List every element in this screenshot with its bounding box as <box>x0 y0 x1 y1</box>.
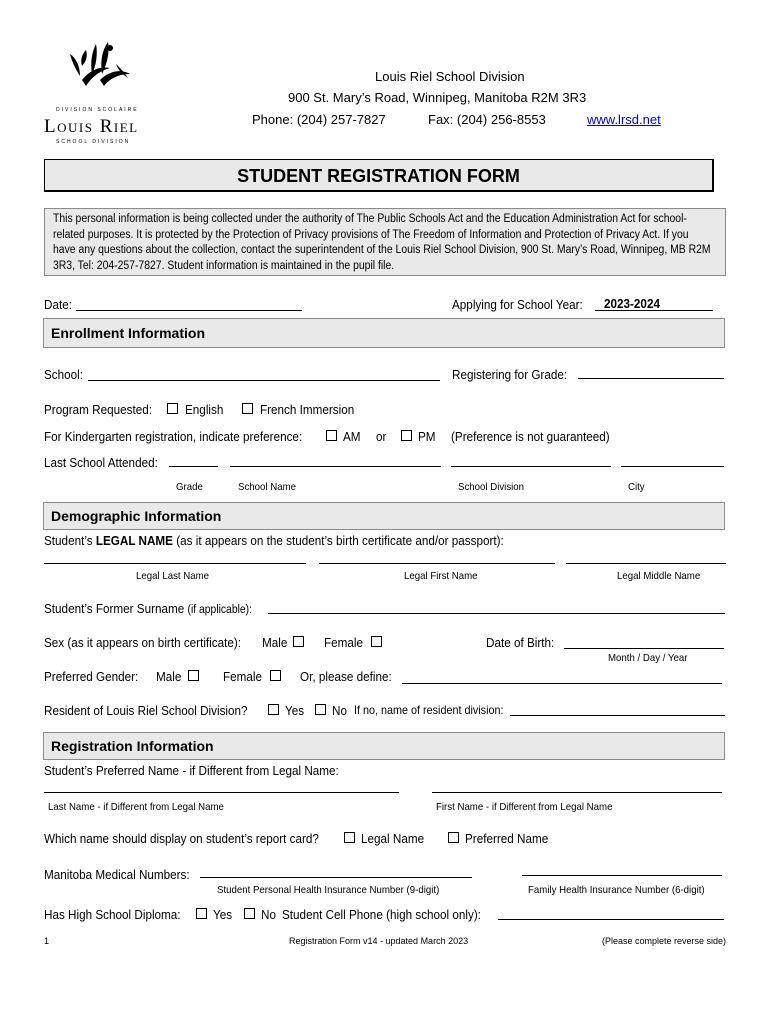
school-year-value: 2023-2024 <box>604 296 660 311</box>
grade-label: Registering for Grade: <box>452 367 568 382</box>
gender-female-checkbox[interactable] <box>270 670 281 681</box>
form-version: Registration Form v14 - updated March 2023 <box>289 936 469 946</box>
sex-male-label: Male <box>262 635 288 650</box>
enrollment-heading: Enrollment Information <box>51 325 205 341</box>
legal-last-name-caption: Legal Last Name <box>136 570 210 582</box>
page-number: 1 <box>44 936 50 946</box>
resident-yes-label: Yes <box>285 703 305 718</box>
resident-yes-checkbox[interactable] <box>268 704 279 715</box>
demographic-header <box>43 502 725 530</box>
last-grade-field[interactable] <box>169 466 218 467</box>
enrollment-header <box>43 318 725 348</box>
cell-phone-label: Student Cell Phone (high school only): <box>282 907 482 922</box>
pm-label: PM <box>418 429 436 444</box>
preferred-first-name-field[interactable] <box>432 792 722 793</box>
resident-division-field[interactable] <box>510 715 725 716</box>
privacy-notice-box <box>44 208 726 276</box>
former-surname-field[interactable] <box>268 613 725 614</box>
header-phone: Phone: (204) 257-7827 <box>252 112 386 127</box>
registration-header <box>43 732 725 760</box>
last-school-division-field[interactable] <box>451 466 611 467</box>
col-grade-label: Grade <box>176 481 203 493</box>
legal-name-label: Student’s LEGAL NAME (as it appears on the student’s birth certificate and/or passport): <box>44 533 504 548</box>
header-address: 900 St. Mary’s Road, Winnipeg, Manitoba R2M 3R3 <box>288 90 587 105</box>
legal-middle-name-field[interactable] <box>566 563 726 564</box>
sex-female-checkbox[interactable] <box>371 636 382 647</box>
school-year-label: Applying for School Year: <box>452 297 583 312</box>
report-preferred-name-label: Preferred Name <box>465 831 549 846</box>
last-school-name-field[interactable] <box>230 466 441 467</box>
diploma-no-checkbox[interactable] <box>244 908 255 919</box>
resident-label: Resident of Louis Riel School Division? <box>44 703 248 718</box>
reverse-side-note: (Please complete reverse side) <box>602 936 727 946</box>
kindergarten-label: For Kindergarten registration, indicate preference: <box>44 429 303 444</box>
dob-field[interactable] <box>564 648 724 649</box>
english-checkbox[interactable] <box>167 403 178 414</box>
gender-male-label: Male <box>156 669 182 684</box>
dob-format: Month / Day / Year <box>608 652 688 664</box>
sex-label: Sex (as it appears on birth certificate): <box>44 635 242 650</box>
sex-female-label: Female <box>324 635 364 650</box>
school-label: School: <box>44 367 84 382</box>
french-immersion-label: French Immersion <box>260 402 355 417</box>
former-surname-label: Student’s Former Surname (if applicable): <box>44 601 252 616</box>
diploma-yes-checkbox[interactable] <box>196 908 207 919</box>
col-school-division-label: School Division <box>458 481 525 493</box>
resident-if-no-label: If no, name of resident division: <box>354 703 504 717</box>
personal-health-field[interactable] <box>200 877 472 878</box>
header-org: Louis Riel School Division <box>375 69 525 84</box>
pm-checkbox[interactable] <box>401 430 412 441</box>
registration-heading: Registration Information <box>51 738 214 754</box>
gender-label: Preferred Gender: <box>44 669 139 684</box>
french-immersion-checkbox[interactable] <box>242 403 253 414</box>
gender-define-field[interactable] <box>402 683 722 684</box>
legal-first-name-caption: Legal First Name <box>404 570 478 582</box>
logo-top-text: DIVISION SCOLAIRE <box>56 107 139 113</box>
gender-male-checkbox[interactable] <box>188 670 199 681</box>
demographic-heading: Demographic Information <box>51 508 222 524</box>
website-link[interactable]: www.lrsd.net <box>587 112 661 127</box>
privacy-notice: This personal information is being collected under the authority of The Public Schools Act and the Education Administration Act for school-related purposes. It is protected by the Protection of Privacy provisions of The Freedom of Information and Protection of Privacy Act. If you have any questions about the collection, contact the superintendent of the Louis Riel School Division, 900 St. Mary’s Road, Winnipeg, MB R2M 3R3, Tel: 204-257-7827. Student information is maintained in the pupil file. <box>53 213 711 272</box>
col-city-label: City <box>628 481 645 493</box>
diploma-yes-label: Yes <box>213 907 233 922</box>
logo <box>42 40 160 148</box>
legal-name-emphasis: LEGAL NAME <box>95 533 173 548</box>
gender-female-label: Female <box>223 669 263 684</box>
legal-last-name-field[interactable] <box>44 563 306 564</box>
preferred-last-name-caption: Last Name - if Different from Legal Name <box>48 801 224 813</box>
last-school-label: Last School Attended: <box>44 455 158 470</box>
program-label: Program Requested: <box>44 402 152 417</box>
header-fax: Fax: (204) 256-8553 <box>428 112 546 127</box>
preferred-last-name-field[interactable] <box>44 792 399 793</box>
col-school-name-label: School Name <box>238 481 296 493</box>
am-label: AM <box>343 429 361 444</box>
logo-name: Louis Riel <box>44 116 139 137</box>
cell-phone-field[interactable] <box>498 919 724 920</box>
english-label: English <box>185 402 224 417</box>
report-card-label: Which name should display on student’s report card? <box>44 831 319 846</box>
diploma-no-label: No <box>261 907 276 922</box>
family-health-caption: Family Health Insurance Number (6-digit) <box>528 884 705 896</box>
report-legal-name-checkbox[interactable] <box>344 832 355 843</box>
legal-first-name-field[interactable] <box>319 563 555 564</box>
gender-define-label: Or, please define: <box>300 669 392 684</box>
am-checkbox[interactable] <box>326 430 337 441</box>
date-field[interactable] <box>76 310 302 311</box>
report-legal-name-label: Legal Name <box>361 831 425 846</box>
school-field[interactable] <box>88 380 440 381</box>
family-health-field[interactable] <box>522 875 722 876</box>
logo-mark-icon <box>42 40 160 100</box>
preferred-name-label: Student’s Preferred Name - if Different from Legal Name: <box>44 763 339 778</box>
form-title-box <box>44 159 714 192</box>
resident-no-checkbox[interactable] <box>315 704 326 715</box>
diploma-label: Has High School Diploma: <box>44 907 181 922</box>
grade-field[interactable] <box>578 378 724 379</box>
or-label: or <box>376 429 387 444</box>
last-school-city-field[interactable] <box>621 466 724 467</box>
medical-label: Manitoba Medical Numbers: <box>44 867 190 882</box>
preference-note: (Preference is not guaranteed) <box>451 429 610 444</box>
dob-label: Date of Birth: <box>486 635 555 650</box>
date-label: Date: <box>44 297 72 312</box>
resident-no-label: No <box>332 703 347 718</box>
preferred-first-name-caption: First Name - if Different from Legal Name <box>436 801 613 813</box>
logo-bottom-text: SCHOOL DIVISION <box>56 139 131 145</box>
personal-health-caption: Student Personal Health Insurance Number (9-digit) <box>217 884 440 896</box>
sex-male-checkbox[interactable] <box>293 636 304 647</box>
legal-middle-name-caption: Legal Middle Name <box>617 570 701 582</box>
form-title: STUDENT REGISTRATION FORM <box>237 166 520 186</box>
report-preferred-name-checkbox[interactable] <box>448 832 459 843</box>
